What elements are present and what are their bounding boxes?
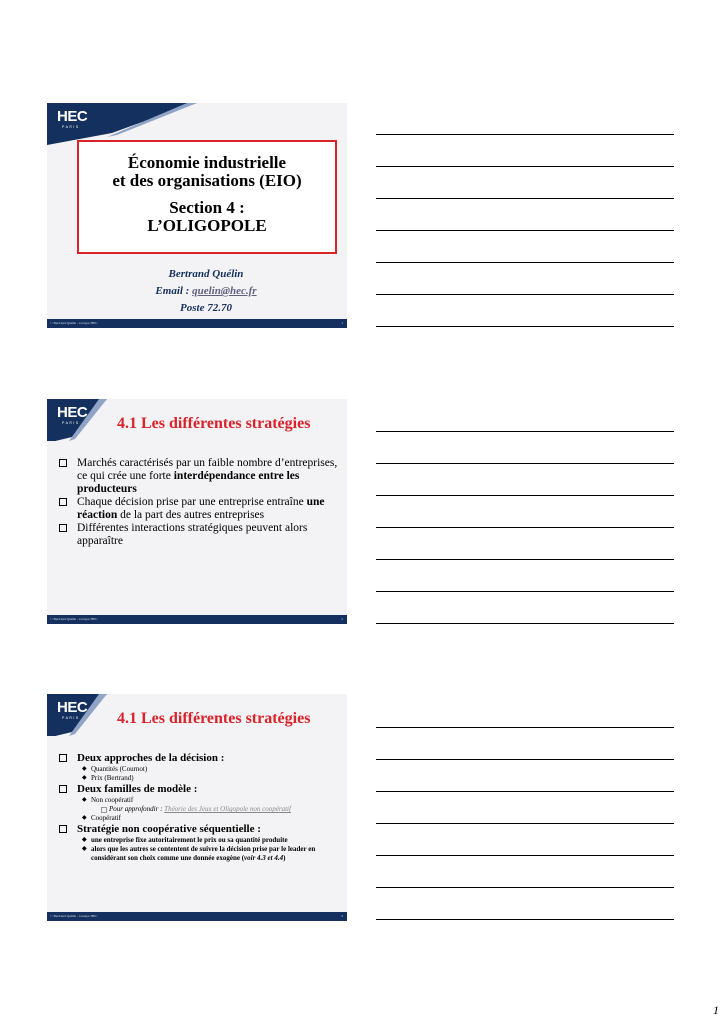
slide-content <box>53 752 343 863</box>
checkbox-bullet-icon <box>59 754 67 762</box>
checkbox-bullet-icon <box>59 459 67 467</box>
note-line <box>376 262 674 263</box>
slide-number: 1 <box>341 321 343 325</box>
slide-2 <box>47 399 347 624</box>
note-line <box>376 591 674 592</box>
diamond-bullet-icon: ◆ <box>82 766 87 772</box>
author-block <box>47 266 347 317</box>
diamond-bullet-icon: ◆ <box>82 775 87 781</box>
list-heading: Deux familles de modèle : <box>53 783 343 796</box>
slide-footer: © Bertrand Quélin - Groupe HEC 1 <box>47 319 347 328</box>
note-line <box>376 431 674 432</box>
square-bullet-icon <box>101 807 107 813</box>
checkbox-bullet-icon <box>59 498 67 506</box>
slide-1 <box>47 103 347 328</box>
author-name: Bertrand Quélin <box>168 268 244 280</box>
note-line <box>376 855 674 856</box>
hec-logo: HEC PARIS <box>57 699 88 720</box>
page-number: 1 <box>713 1003 719 1017</box>
slide-footer: © Bertrand Quélin - Groupe HEC 3 <box>47 912 347 921</box>
slide-3 <box>47 694 347 921</box>
note-line <box>376 198 674 199</box>
checkbox-bullet-icon <box>59 524 67 532</box>
list-heading: Stratégie non coopérative séquentielle : <box>53 823 343 836</box>
hec-logo: HEC PARIS <box>57 404 88 425</box>
diamond-bullet-icon: ◆ <box>82 846 87 852</box>
slide-number: 3 <box>341 914 343 918</box>
hec-logo: HEC PARIS <box>57 108 88 129</box>
list-item: Chaque décision prise par une entreprise entraîne une réaction de la part des autres entreprises <box>53 496 343 522</box>
list-item: ◆ Non coopératif <box>82 796 134 804</box>
list-item: Différentes interactions stratégiques peuvent alors apparaître <box>53 522 343 548</box>
note-line <box>376 166 674 167</box>
header-banner <box>47 103 347 145</box>
note-line <box>376 230 674 231</box>
list-subitem: Pour approfondir : Théorie des Jeux et Oligopole non coopératif <box>53 805 343 814</box>
title-box <box>77 140 337 254</box>
note-line <box>376 623 674 624</box>
diamond-bullet-icon: ◆ <box>82 837 87 843</box>
list-item: ◆ une entreprise fixe autoritairement le prix ou sa quantité produite <box>82 836 288 844</box>
deep-dive-link[interactable]: Théorie des Jeux et Oligopole non coopératif <box>164 805 291 813</box>
list-item: ◆ Coopératif <box>82 814 121 822</box>
note-line <box>376 326 674 327</box>
list-item: ◆ Quantités (Cournot) <box>82 765 148 773</box>
note-line <box>376 791 674 792</box>
diamond-bullet-icon: ◆ <box>82 797 87 803</box>
slide-content <box>53 457 343 548</box>
list-item: Marchés caractérisés par un faible nombre d’entreprises, ce qui crée une forte interdépendance entre les producteurs <box>53 457 343 496</box>
slide-title: 4.1 Les différentes stratégies <box>117 415 311 432</box>
note-line <box>376 919 674 920</box>
section-label: Section 4 : <box>169 198 245 217</box>
note-line <box>376 887 674 888</box>
phone: Poste 72.70 <box>180 302 232 314</box>
list-heading: Deux approches de la décision : <box>53 752 343 765</box>
note-line <box>376 495 674 496</box>
list-item: ◆ alors que les autres se contentent de suivre la décision prise par le leader en considérant son choix comme une donnée exogène (voir 4.3 et 4.4) <box>82 845 316 862</box>
email-link[interactable]: quelin@hec.fr <box>192 285 257 297</box>
note-line <box>376 527 674 528</box>
checkbox-bullet-icon <box>59 825 67 833</box>
note-line <box>376 294 674 295</box>
checkbox-bullet-icon <box>59 785 67 793</box>
slide-footer: © Bertrand Quélin - Groupe HEC 2 <box>47 615 347 624</box>
diamond-bullet-icon: ◆ <box>82 815 87 821</box>
note-line <box>376 823 674 824</box>
section-title: L’OLIGOPOLE <box>147 216 267 235</box>
email-label: Email : <box>155 285 190 297</box>
note-line <box>376 559 674 560</box>
note-line <box>376 759 674 760</box>
slide-number: 2 <box>341 617 343 621</box>
slide-title-line: et des organisations (EIO) <box>112 171 302 190</box>
list-item: ◆ Prix (Bertrand) <box>82 774 134 782</box>
slide-title-line: Économie industrielle <box>127 153 287 172</box>
slide-title: 4.1 Les différentes stratégies <box>117 710 311 727</box>
note-line <box>376 727 674 728</box>
note-line <box>376 134 674 135</box>
note-line <box>376 463 674 464</box>
